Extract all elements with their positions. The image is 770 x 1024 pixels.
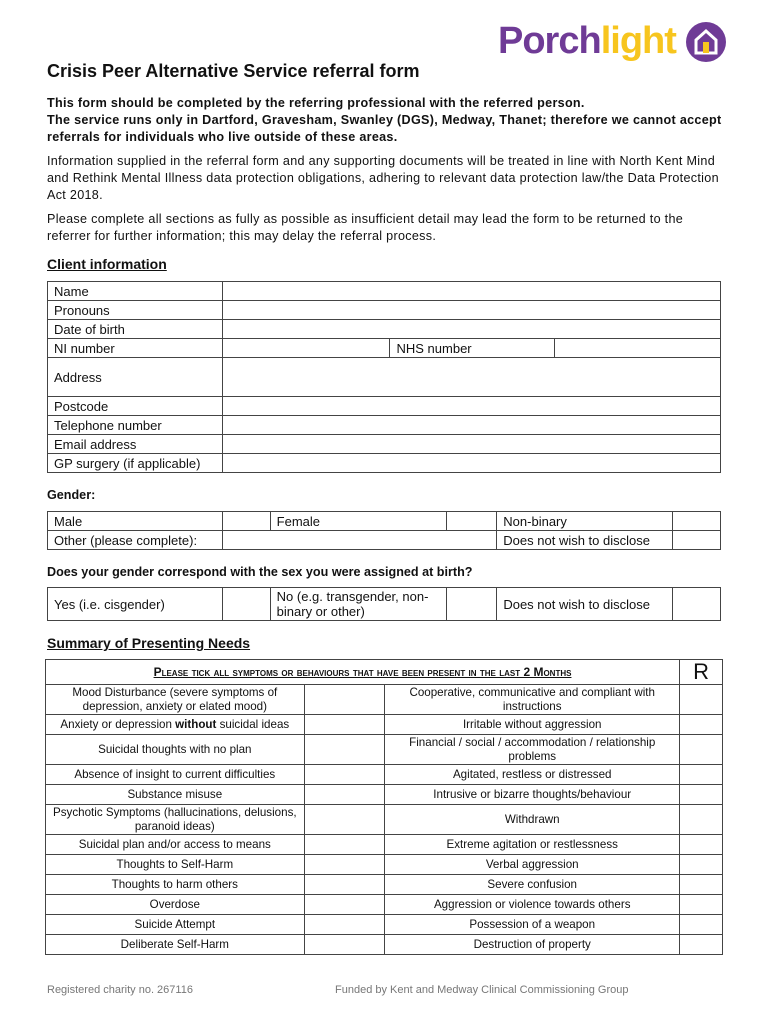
behaviour-checkbox[interactable] [680,805,723,835]
symptom-row [46,895,723,915]
gender-nodisclose-checkbox[interactable] [673,531,721,550]
intro-complete-sections: Please complete all sections as fully as possible as insufficient detail may lead the form to be returned to the referrer for further information; this may delay the referral process. [47,212,684,243]
intro-text [47,95,727,252]
symptom-row [46,785,723,805]
behaviour-checkbox[interactable] [680,935,723,955]
assigned-sex-question: Does your gender correspond with the sex you were assigned at birth? [47,565,473,579]
behaviour-label: Extreme agitation or restlessness [385,835,680,855]
address-field[interactable] [222,358,720,397]
behaviour-checkbox[interactable] [680,685,723,715]
symptom-label: Suicide Attempt [46,915,305,935]
dob-field[interactable] [222,320,720,339]
symptom-checkbox[interactable] [304,735,385,765]
behaviour-checkbox[interactable] [680,765,723,785]
porchlight-logo [498,20,726,63]
behaviour-label: Cooperative, communicative and compliant with instructions [385,685,680,715]
behaviour-label: Intrusive or bizarre thoughts/behaviour [385,785,680,805]
name-field[interactable] [222,282,720,301]
symptom-label: Thoughts to harm others [46,875,305,895]
symptom-checkbox[interactable] [304,895,385,915]
symptom-label: Mood Disturbance (severe symptoms of depression, anxiety or elated mood) [46,685,305,715]
nhs-label: NHS number [390,339,555,358]
gender-other-field[interactable] [222,531,497,550]
symptom-row [46,715,723,735]
postcode-field[interactable] [222,397,720,416]
behaviour-checkbox[interactable] [680,875,723,895]
house-icon [686,22,726,62]
behaviour-label: Destruction of property [385,935,680,955]
needs-table [45,659,723,955]
symptom-checkbox[interactable] [304,805,385,835]
behaviour-label: Severe confusion [385,875,680,895]
intro-data-protection: Information supplied in the referral form and any supporting documents will be treated in line with North Kent Mind and Rethink Mental Illness data protection obligations, adhering to relevant data protection law/the Data Protection Act 2018. [47,154,719,202]
client-info-heading: Client information [47,256,167,272]
behaviour-checkbox[interactable] [680,895,723,915]
telephone-label: Telephone number [48,416,223,435]
gender-nonbinary-label: Non-binary [497,512,673,531]
gender-heading: Gender: [47,488,96,502]
symptom-row [46,875,723,895]
assigned-no-checkbox[interactable] [447,588,497,621]
ni-field[interactable] [222,339,390,358]
symptom-label: Deliberate Self-Harm [46,935,305,955]
email-field[interactable] [222,435,720,454]
nhs-field[interactable] [555,339,721,358]
symptom-row [46,915,723,935]
gender-nonbinary-checkbox[interactable] [673,512,721,531]
symptom-checkbox[interactable] [304,875,385,895]
symptom-row [46,735,723,765]
logo-text-porch: Porch [498,20,601,62]
telephone-field[interactable] [222,416,720,435]
name-label: Name [48,282,223,301]
address-label: Address [48,358,223,397]
symptom-row [46,805,723,835]
behaviour-label: Irritable without aggression [385,715,680,735]
gender-table [47,511,721,550]
needs-instruction: Please tick all symptoms or behaviours that have been present in the last 2 Months [46,660,680,685]
pronouns-label: Pronouns [48,301,223,320]
gp-field[interactable] [222,454,720,473]
behaviour-checkbox[interactable] [680,715,723,735]
intro-bold-2: The service runs only in Dartford, Gravesham, Swanley (DGS), Medway, Thanet; therefore we cannot accept referrals for individuals who live outside of these areas. [47,113,722,144]
behaviour-checkbox[interactable] [680,785,723,805]
postcode-label: Postcode [48,397,223,416]
symptom-label: Psychotic Symptoms (hallucinations, delusions, paranoid ideas) [46,805,305,835]
gender-male-label: Male [48,512,223,531]
symptom-checkbox[interactable] [304,765,385,785]
gender-other-label: Other (please complete): [48,531,223,550]
symptom-row [46,765,723,785]
gender-female-label: Female [270,512,447,531]
charity-number: Registered charity no. 267116 [47,984,193,996]
symptom-label: Overdose [46,895,305,915]
behaviour-label: Financial / social / accommodation / relationship problems [385,735,680,765]
behaviour-label: Verbal aggression [385,855,680,875]
assigned-nodisclose-label: Does not wish to disclose [497,588,673,621]
needs-heading: Summary of Presenting Needs [47,635,251,651]
intro-bold-1: This form should be completed by the referring professional with the referred person. [47,96,585,110]
symptom-checkbox[interactable] [304,915,385,935]
r-column-header: R [680,660,723,685]
symptom-label: Suicidal plan and/or access to means [46,835,305,855]
symptom-checkbox[interactable] [304,785,385,805]
assigned-yes-checkbox[interactable] [222,588,270,621]
dob-label: Date of birth [48,320,223,339]
behaviour-label: Agitated, restless or distressed [385,765,680,785]
symptom-row [46,935,723,955]
symptom-label: Anxiety or depression without suicidal ideas [46,715,305,735]
behaviour-checkbox[interactable] [680,855,723,875]
pronouns-field[interactable] [222,301,720,320]
gender-female-checkbox[interactable] [447,512,497,531]
symptom-checkbox[interactable] [304,835,385,855]
symptom-row [46,855,723,875]
assigned-sex-table [47,587,721,621]
symptom-checkbox[interactable] [304,685,385,715]
assigned-yes-label: Yes (i.e. cisgender) [48,588,223,621]
symptom-checkbox[interactable] [304,935,385,955]
behaviour-checkbox[interactable] [680,735,723,765]
ni-label: NI number [48,339,223,358]
gender-male-checkbox[interactable] [222,512,270,531]
symptom-row [46,685,723,715]
behaviour-label: Possession of a weapon [385,915,680,935]
symptom-label: Thoughts to Self-Harm [46,855,305,875]
behaviour-checkbox[interactable] [680,915,723,935]
email-label: Email address [48,435,223,454]
page-title: Crisis Peer Alternative Service referral form [47,61,420,81]
assigned-no-label: No (e.g. transgender, non-binary or other) [270,588,447,621]
symptom-label: Absence of insight to current difficulties [46,765,305,785]
symptom-checkbox[interactable] [304,855,385,875]
behaviour-label: Withdrawn [385,805,680,835]
funded-by: Funded by Kent and Medway Clinical Commissioning Group [335,984,629,996]
behaviour-label: Aggression or violence towards others [385,895,680,915]
assigned-nodisclose-checkbox[interactable] [673,588,721,621]
behaviour-checkbox[interactable] [680,835,723,855]
gender-nodisclose-label: Does not wish to disclose [497,531,673,550]
symptom-label: Suicidal thoughts with no plan [46,735,305,765]
logo-text-light: light [600,20,676,62]
client-info-table [47,281,721,473]
symptom-checkbox[interactable] [304,715,385,735]
symptom-row [46,835,723,855]
symptom-label: Substance misuse [46,785,305,805]
gp-label: GP surgery (if applicable) [48,454,223,473]
